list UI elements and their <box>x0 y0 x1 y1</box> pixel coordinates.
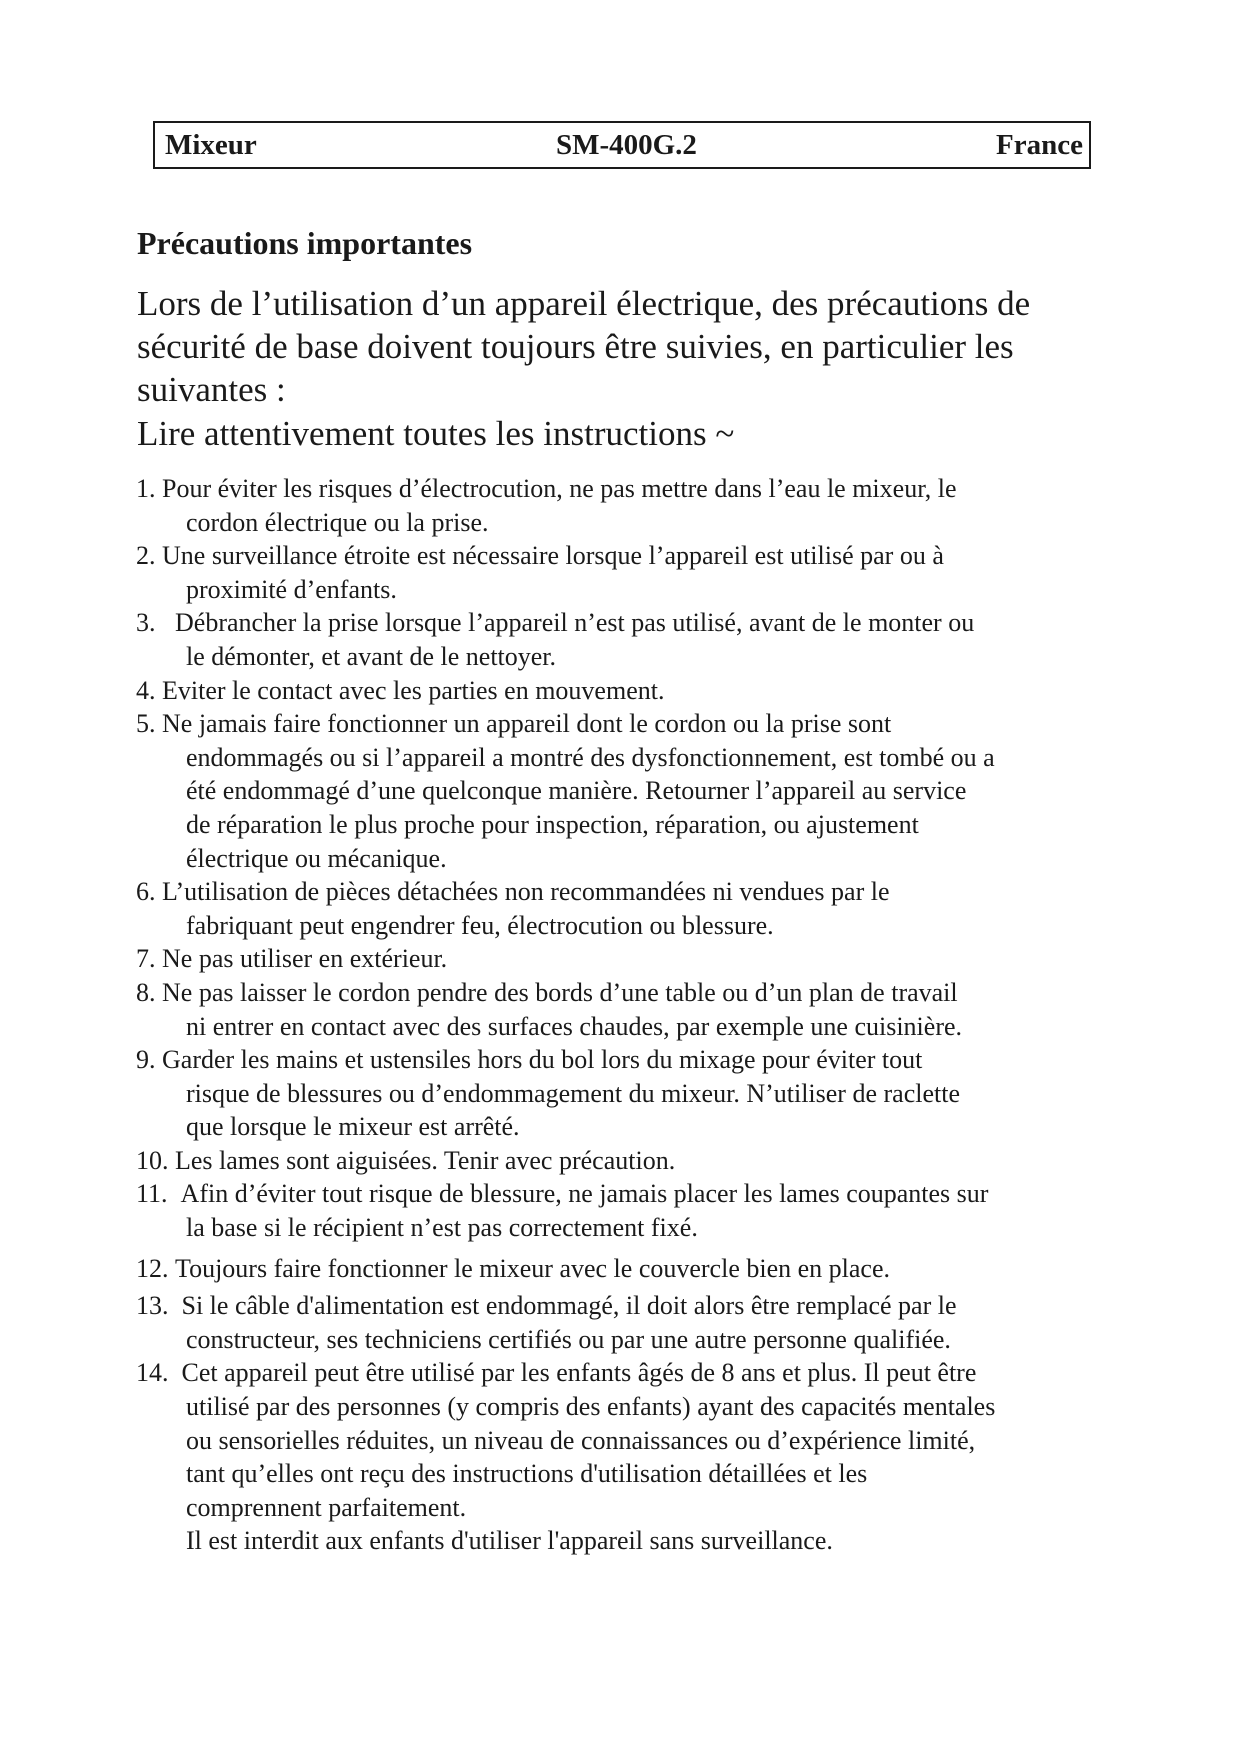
item-line: constructeur, ses techniciens certifiés ou par une autre personne qualifiée. <box>186 1324 951 1354</box>
item-text <box>162 674 664 708</box>
item-line: Ne jamais faire fonctionner un appareil dont le cordon ou la prise sont <box>162 709 892 739</box>
item-line: Ne pas laisser le cordon pendre des bords d’une table ou d’un plan de travail <box>162 977 958 1007</box>
item-line: Garder les mains et ustensiles hors du bol lors du mixage pour éviter tout <box>162 1045 923 1075</box>
item-text <box>162 875 890 942</box>
item-number: 6. <box>136 877 162 907</box>
list-item <box>136 606 1106 673</box>
item-number: 13. <box>136 1291 182 1321</box>
list-item <box>136 1177 1106 1244</box>
item-text <box>181 1177 989 1244</box>
list-item <box>136 674 1106 708</box>
list-item <box>136 875 1106 942</box>
item-line: la base si le récipient n’est pas correctement fixé. <box>186 1213 698 1243</box>
list-item <box>136 1144 1106 1178</box>
list-item <box>136 942 1106 976</box>
item-line: fabriquant peut engendrer feu, électrocution ou blessure. <box>186 910 774 940</box>
item-text <box>182 1289 957 1356</box>
item-number: 8. <box>136 977 162 1007</box>
instructions-lead: Lire attentivement toutes les instructions ~ <box>137 414 735 453</box>
list-item <box>136 1289 1106 1356</box>
header-box <box>153 121 1091 169</box>
item-line: Débrancher la prise lorsque l’appareil n’est pas utilisé, avant de le monter ou <box>175 608 975 638</box>
intro-paragraph <box>137 282 1097 411</box>
header-product: Mixeur <box>165 128 257 161</box>
header-country: France <box>996 128 1083 161</box>
item-line: cordon électrique ou la prise. <box>186 507 489 537</box>
item-line: proximité d’enfants. <box>186 574 397 604</box>
intro-line: sécurité de base doivent toujours être suivies, en particulier les <box>137 327 1014 366</box>
item-text <box>162 539 944 606</box>
item-line: Cet appareil peut être utilisé par les enfants âgés de 8 ans et plus. Il peut être <box>181 1358 977 1388</box>
precautions-list <box>136 472 1106 1558</box>
list-item <box>136 976 1106 1043</box>
item-text <box>162 707 995 875</box>
section-title: Précautions importantes <box>137 225 473 261</box>
item-number: 2. <box>136 541 162 571</box>
item-line: comprennent parfaitement. <box>186 1492 467 1522</box>
item-text <box>175 1144 675 1178</box>
item-line: tant qu’elles ont reçu des instructions d'utilisation détaillées et les <box>186 1459 868 1489</box>
item-text <box>162 472 957 539</box>
item-number: 1. <box>136 474 162 503</box>
item-line: le démonter, et avant de le nettoyer. <box>186 641 557 671</box>
item-line: été endommagé d’une quelconque manière. Retourner l’appareil au service <box>186 776 967 806</box>
item-line: Si le câble d'alimentation est endommagé, il doit alors être remplacé par le <box>181 1291 957 1321</box>
item-line: Eviter le contact avec les parties en mouvement. <box>162 675 665 705</box>
item-line: Il est interdit aux enfants d'utiliser l'appareil sans surveillance. <box>186 1526 833 1556</box>
item-line: L’utilisation de pièces détachées non recommandées ni vendues par le <box>162 877 890 907</box>
list-item <box>136 1252 1106 1286</box>
item-line: Les lames sont aiguisées. Tenir avec précaution. <box>175 1145 676 1175</box>
list-item <box>136 707 1106 875</box>
item-text <box>175 1252 890 1286</box>
item-number: 7. <box>136 944 162 974</box>
item-line: Ne pas utiliser en extérieur. <box>162 944 448 974</box>
item-line: ou sensorielles réduites, un niveau de connaissances ou d’expérience limité, <box>186 1425 976 1455</box>
intro-line: suivantes : <box>137 370 286 409</box>
item-line: électrique ou mécanique. <box>186 843 447 873</box>
list-item <box>136 472 1106 539</box>
item-number: 4. <box>136 675 162 705</box>
item-line: risque de blessures ou d’endommagement du mixeur. N’utiliser de raclette <box>186 1078 960 1108</box>
item-line: de réparation le plus proche pour inspection, réparation, ou ajustement <box>186 809 919 839</box>
item-text <box>162 942 447 976</box>
item-line: Pour éviter les risques d’électrocution, ne pas mettre dans l’eau le mixeur, le <box>162 474 957 503</box>
header-model: SM-400G.2 <box>555 128 697 161</box>
item-line: Afin d’éviter tout risque de blessure, ne jamais placer les lames coupantes sur <box>180 1179 989 1209</box>
item-line: Une surveillance étroite est nécessaire lorsque l’appareil est utilisé par ou à <box>162 541 944 571</box>
intro-line: Lors de l’utilisation d’un appareil électrique, des précautions de <box>137 284 1031 323</box>
item-text <box>162 1043 960 1144</box>
item-number: 14. <box>136 1358 182 1388</box>
item-line: ni entrer en contact avec des surfaces chaudes, par exemple une cuisinière. <box>186 1011 963 1041</box>
list-item <box>136 1043 1106 1144</box>
item-number: 11. <box>136 1179 181 1209</box>
item-number: 5. <box>136 709 162 739</box>
item-line: endommagés ou si l’appareil a montré des dysfonctionnement, est tombé ou a <box>186 742 995 772</box>
item-text <box>175 606 974 673</box>
item-number: 3. <box>136 608 175 638</box>
item-text <box>162 976 962 1043</box>
item-line: que lorsque le mixeur est arrêté. <box>186 1112 520 1142</box>
item-line: Toujours faire fonctionner le mixeur avec le couvercle bien en place. <box>175 1253 891 1283</box>
item-number: 9. <box>136 1045 162 1075</box>
item-number: 12. <box>136 1253 175 1283</box>
item-text <box>182 1356 996 1558</box>
list-item <box>136 1356 1106 1558</box>
item-number: 10. <box>136 1145 175 1175</box>
list-item <box>136 539 1106 606</box>
item-line: utilisé par des personnes (y compris des enfants) ayant des capacités mentales <box>186 1392 996 1422</box>
